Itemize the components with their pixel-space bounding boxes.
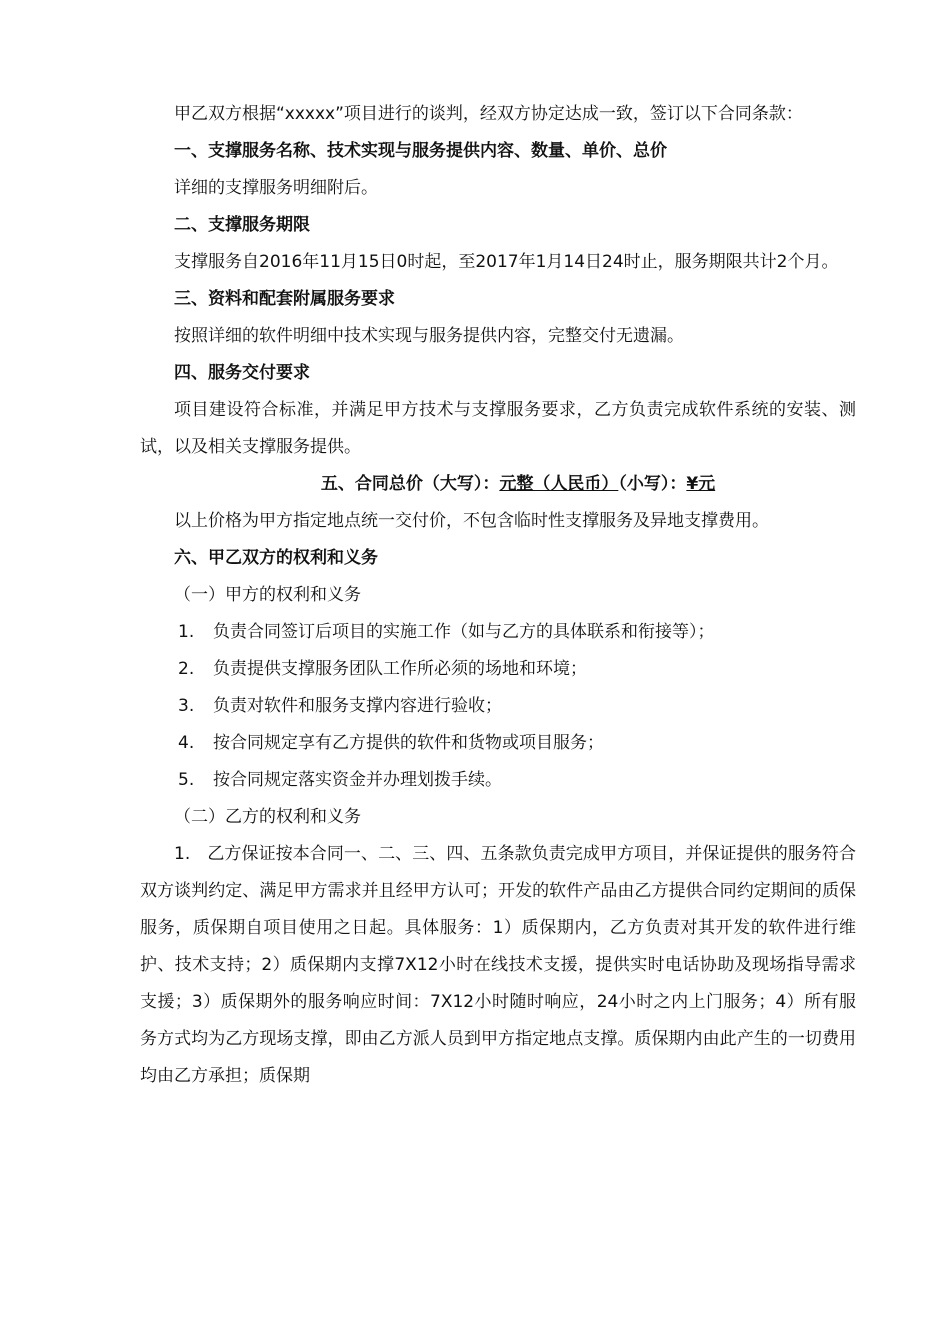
list-text: 按合同规定落实资金并办理划拨手续。: [213, 770, 502, 790]
party-a-item-1: [140, 614, 856, 651]
list-text: 负责合同签订后项目的实施工作（如与乙方的具体联系和衔接等）；: [213, 622, 715, 642]
section-5-text: 以上价格为甲方指定地点统一交付价，不包含临时性支撑服务及异地支撑费用。: [174, 511, 769, 531]
party-b-heading: （二）乙方的权利和义务: [174, 807, 361, 827]
amount-upper-field: 元整（人民币）: [499, 474, 619, 494]
section-1-text: 详细的支撑服务明细附后。: [174, 178, 378, 198]
section-5-prefix: 五、合同总价（大写）：: [320, 474, 500, 494]
section-3-heading: 三、资料和配套附属服务要求: [174, 289, 395, 309]
party-a-item-5: [140, 762, 856, 799]
section-4-text: 项目建设符合标准，并满足甲方技术与支撑服务要求，乙方负责完成软件系统的安装、测试，以及相关支撑服务提供。: [140, 400, 856, 457]
party-b-item-1: 1. 乙方保证按本合同一、二、三、四、五条款负责完成甲方项目，并保证提供的服务符合双方谈判约定、满足甲方需求并且经甲方认可；开发的软件产品由乙方提供合同约定期间的质保服务，质保期自项目使用之日起。具体服务：1）质保期内，乙方负责对其开发的软件进行维护、技术支持；2）质保期内支撑7X12小时在线技术支援，提供实时电话协助及现场指导需求支援；3）质保期外的服务响应时间：7X12小时随时响应，24小时之内上门服务；4）所有服务方式均为乙方现场支撑，即由乙方派人员到甲方指定地点支撑。质保期内由此产生的一切费用均由乙方承担；质保期: [140, 844, 856, 1086]
list-number: 1.: [178, 622, 195, 642]
party-a-item-2: [140, 651, 856, 688]
amount-lower-field: ¥元: [686, 474, 716, 494]
section-1-heading: 一、支撑服务名称、技术实现与服务提供内容、数量、单价、总价: [174, 141, 667, 161]
list-text: 负责对软件和服务支撑内容进行验收；: [213, 696, 502, 716]
list-number: 2.: [178, 659, 195, 679]
section-5-total-price: [140, 466, 856, 503]
list-number: 5.: [178, 770, 195, 790]
intro-paragraph: 甲乙双方根据“xxxxx”项目进行的谈判，经双方协定达成一致，签订以下合同条款：: [174, 104, 803, 124]
section-5-middle: （小写）：: [618, 474, 687, 494]
party-a-item-4: [140, 725, 856, 762]
list-number: 4.: [178, 733, 195, 753]
party-a-item-3: [140, 688, 856, 725]
list-text: 负责提供支撑服务团队工作所必须的场地和环境；: [213, 659, 587, 679]
party-a-heading: （一）甲方的权利和义务: [174, 585, 361, 605]
section-3-text: 按照详细的软件明细中技术实现与服务提供内容，完整交付无遗漏。: [174, 326, 684, 346]
section-6-heading: 六、甲乙双方的权利和义务: [174, 548, 378, 568]
document-body: [140, 96, 856, 1095]
list-number: 3.: [178, 696, 195, 716]
section-4-heading: 四、服务交付要求: [174, 363, 310, 383]
section-2-text: 支撑服务自2016年11月15日0时起，至2017年1月14日24时止，服务期限共计2个月。: [174, 252, 839, 272]
section-2-heading: 二、支撑服务期限: [174, 215, 310, 235]
list-text: 按合同规定享有乙方提供的软件和货物或项目服务；: [213, 733, 604, 753]
